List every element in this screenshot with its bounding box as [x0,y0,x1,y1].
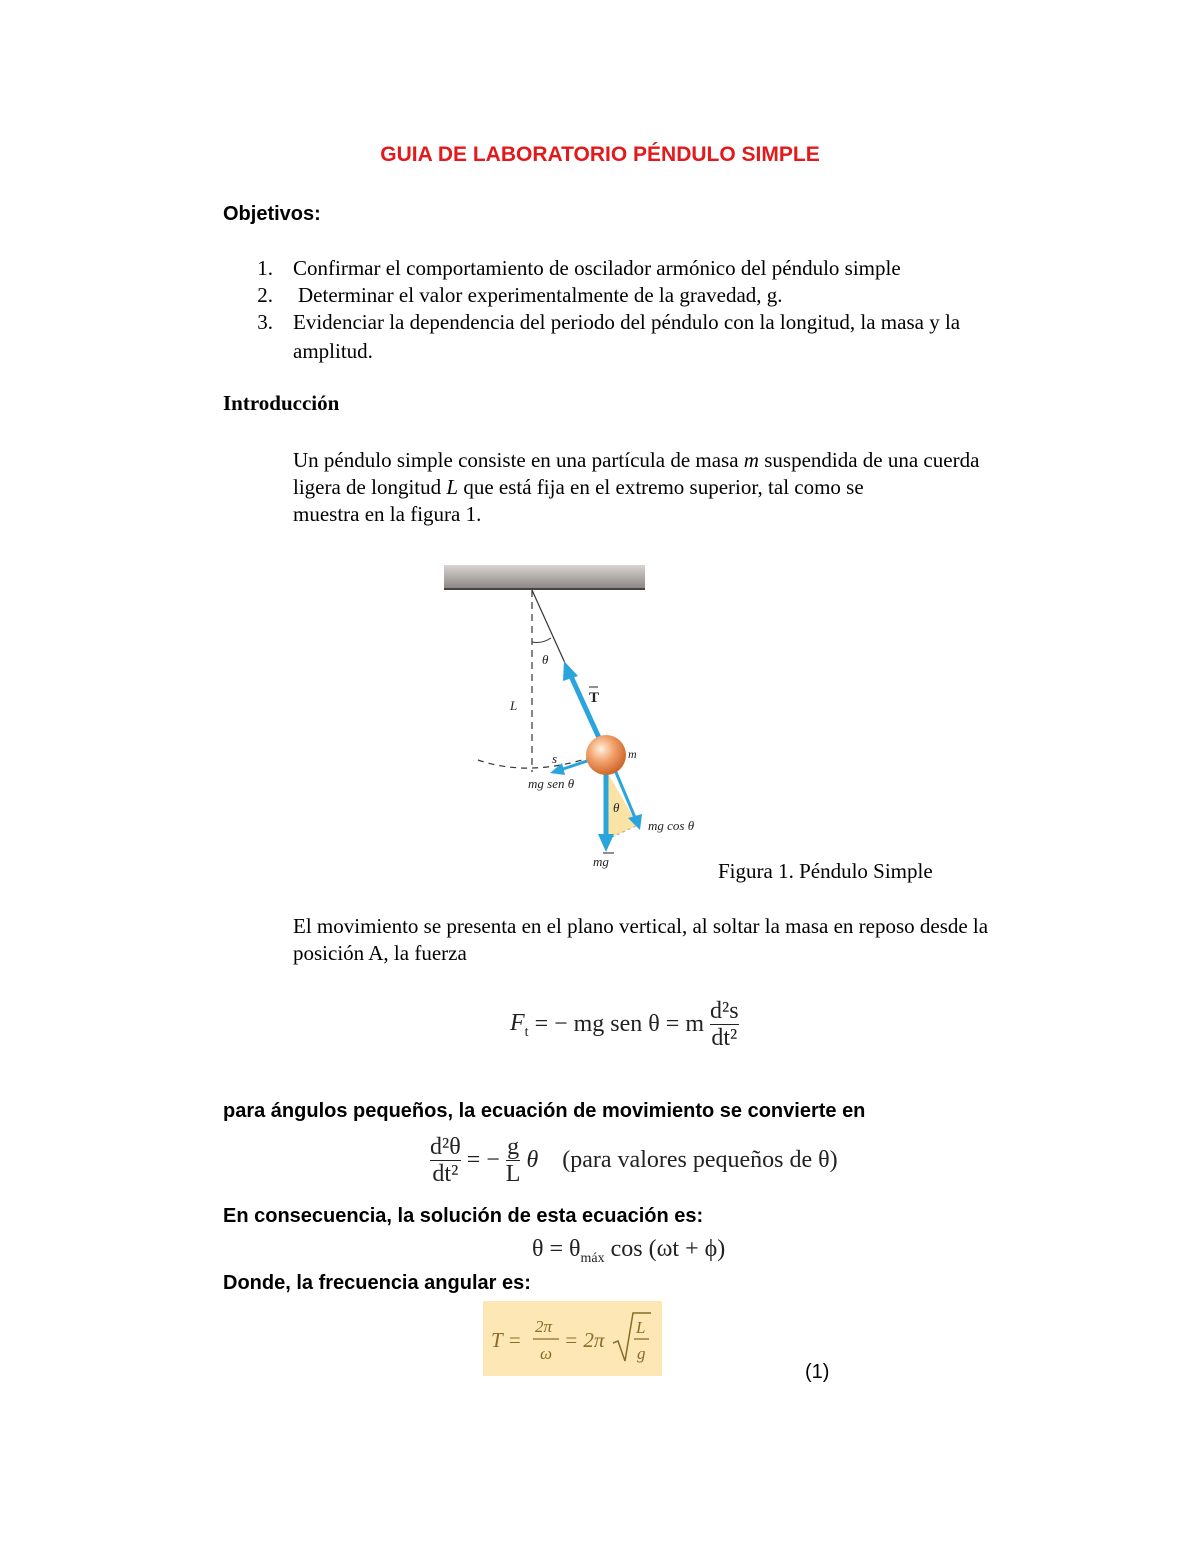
equation-force: $F_t$ = − mg sen θ = m $\frac{\text{d²s}}{\text{dt²}}$ [510,998,739,1051]
intro-paragraph [293,447,979,528]
equation-number: (1) [805,1361,830,1383]
svg-text:ω: ω [540,1344,553,1363]
intro-line: muestra en la figura 1. [293,502,482,526]
period-equation [483,1301,662,1376]
label-theta-low: θ [613,800,620,815]
list-text: Determinar el valor experimentalmente de la gravedad, g. [298,283,783,307]
objectives-heading: Objetivos: [223,203,321,225]
svg-text:g: g [637,1344,646,1363]
svg-text:L: L [636,1318,646,1337]
pendulum-bob [586,735,626,775]
svg-text:= 2π: = 2π [564,1328,605,1352]
list-text-continuation: amplitud. [293,339,373,363]
equation-motion: $\frac{\text{d²θ}}{\text{dt²}}$ = − $\frac{g}{L}$ θ (para valores pequeños de θ) [430,1134,838,1187]
equation-solution: $\theta = \theta_{máx}$ cos (ωt + ϕ) [532,1236,726,1266]
label-m: m [628,747,637,761]
label-s: s [552,751,558,766]
list-number: 2. [257,283,273,307]
motion-paragraph: El movimiento se presenta en el plano vertical, al soltar la masa en reposo desde la posición A, la fuerza [293,914,989,965]
pendulum-figure [430,560,730,880]
page-title: GUIA DE LABORATORIO PÉNDULO SIMPLE [380,143,820,166]
intro-heading: Introducción [223,391,340,415]
label-mg: mg [593,854,609,869]
label-T: T [589,690,600,706]
period-equation-box [483,1301,662,1376]
intro-line: ligera de longitud L que está fija en el extremo superior, tal como se [293,475,864,499]
angular-text: Donde, la frecuencia angular es: [223,1272,531,1294]
label-mgsen: mg sen θ [528,776,575,791]
figure-caption: Figura 1. Péndulo Simple [718,859,933,883]
arc-path [478,756,595,768]
label-theta-top: θ [542,652,549,667]
consequence-text: En consecuencia, la solución de esta ecuación es: [223,1205,704,1227]
list-number: 3. [257,310,273,334]
list-number: 1. [257,256,273,280]
force-triangle [606,770,638,840]
small-angles-text: para ángulos pequeños, la ecuación de movimiento se convierte en [223,1100,866,1122]
list-text: Confirmar el comportamiento de oscilador armónico del péndulo simple [293,256,901,280]
intro-line: Un péndulo simple consiste en una partícula de masa m suspendida de una cuerda [293,448,980,472]
svg-text:T =: T = [491,1328,522,1352]
list-text: Evidenciar la dependencia del periodo del péndulo con la longitud, la masa y la [293,310,961,334]
label-L: L [510,698,518,713]
label-mgcos: mg cos θ [648,818,695,833]
mgsen-arrow [560,760,590,770]
svg-text:2π: 2π [535,1317,553,1336]
ceiling [444,565,645,589]
tension-arrow [570,674,600,740]
